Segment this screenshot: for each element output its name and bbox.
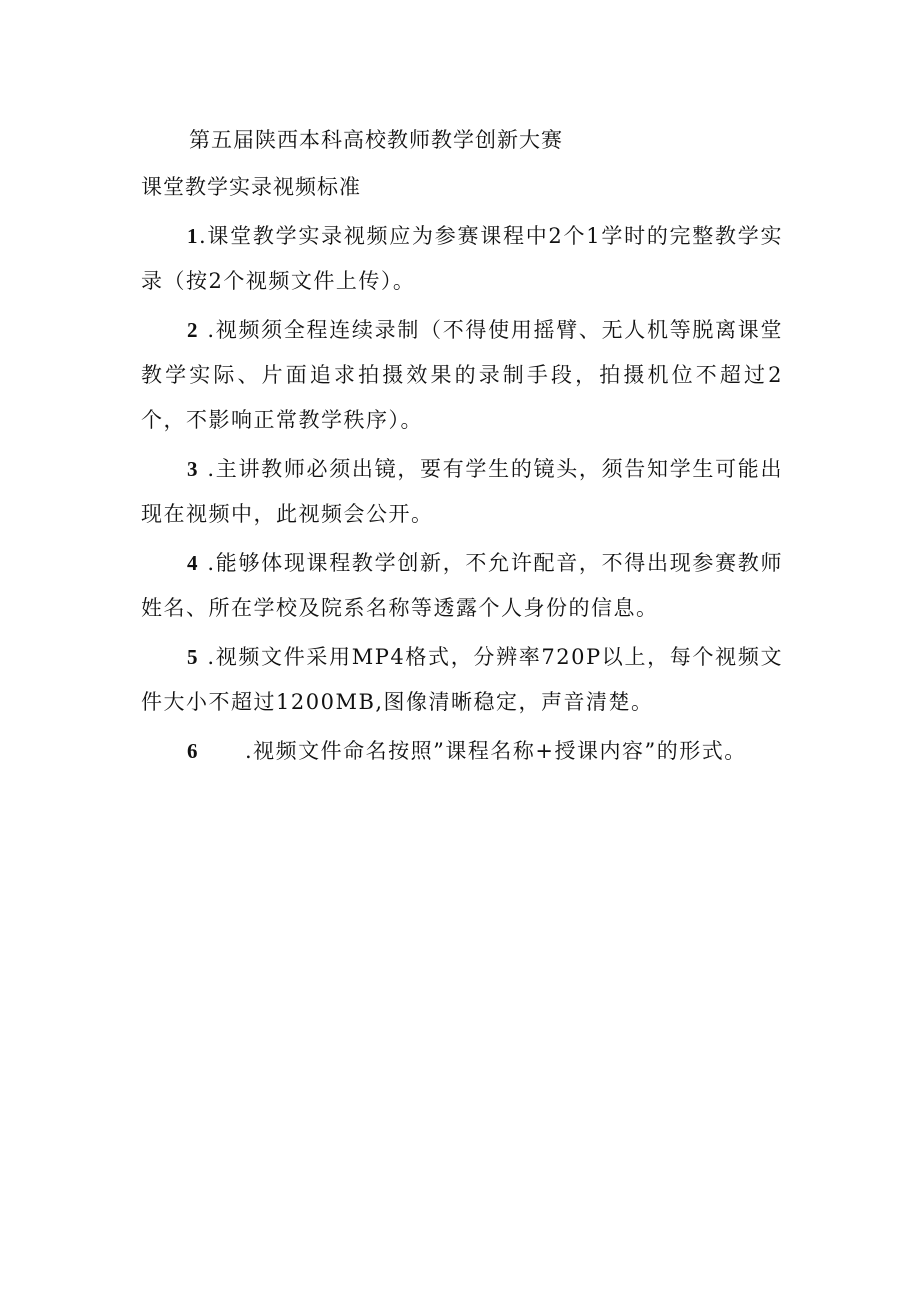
item-text: .视频须全程连续录制（不得使用摇臂、无人机等脱离课堂教学实际、片面追求拍摄效果的录制手段，拍摄机位不超过2个，不影响正常教学秩序）。 [141,318,783,432]
item-number: 2 [187,318,199,342]
list-item [141,541,783,631]
item-text: .能够体现课程教学创新，不允许配音，不得出现参赛教师姓名、所在学校及院系名称等透露个人身份的信息。 [141,551,783,620]
item-number: 4 [187,551,199,575]
list-item [141,729,783,774]
list-item [141,214,783,304]
item-number: 3 [187,457,199,481]
item-number: 6 [187,739,199,763]
item-number: 5 [187,645,199,669]
list-item [141,308,783,443]
list-item [141,635,783,725]
item-text: .课堂教学实录视频应为参赛课程中2个1学时的完整教学实录（按2个视频文件上传）。 [141,224,783,293]
item-text: .视频文件命名按照”课程名称+授课内容”的形式。 [245,739,747,763]
list-item [141,447,783,537]
document-subtitle: 课堂教学实录视频标准 [141,175,361,199]
item-text: .视频文件采用MP4格式，分辨率720P以上，每个视频文件大小不超过1200MB,图像清晰稳定，声音清楚。 [141,645,783,714]
item-text: .主讲教师必须出镜，要有学生的镜头，须告知学生可能出现在视频中，此视频会公开。 [141,457,783,526]
standards-list [141,214,783,778]
item-number: 1 [187,224,199,248]
document-title: 第五届陕西本科高校教师教学创新大赛 [189,128,563,152]
